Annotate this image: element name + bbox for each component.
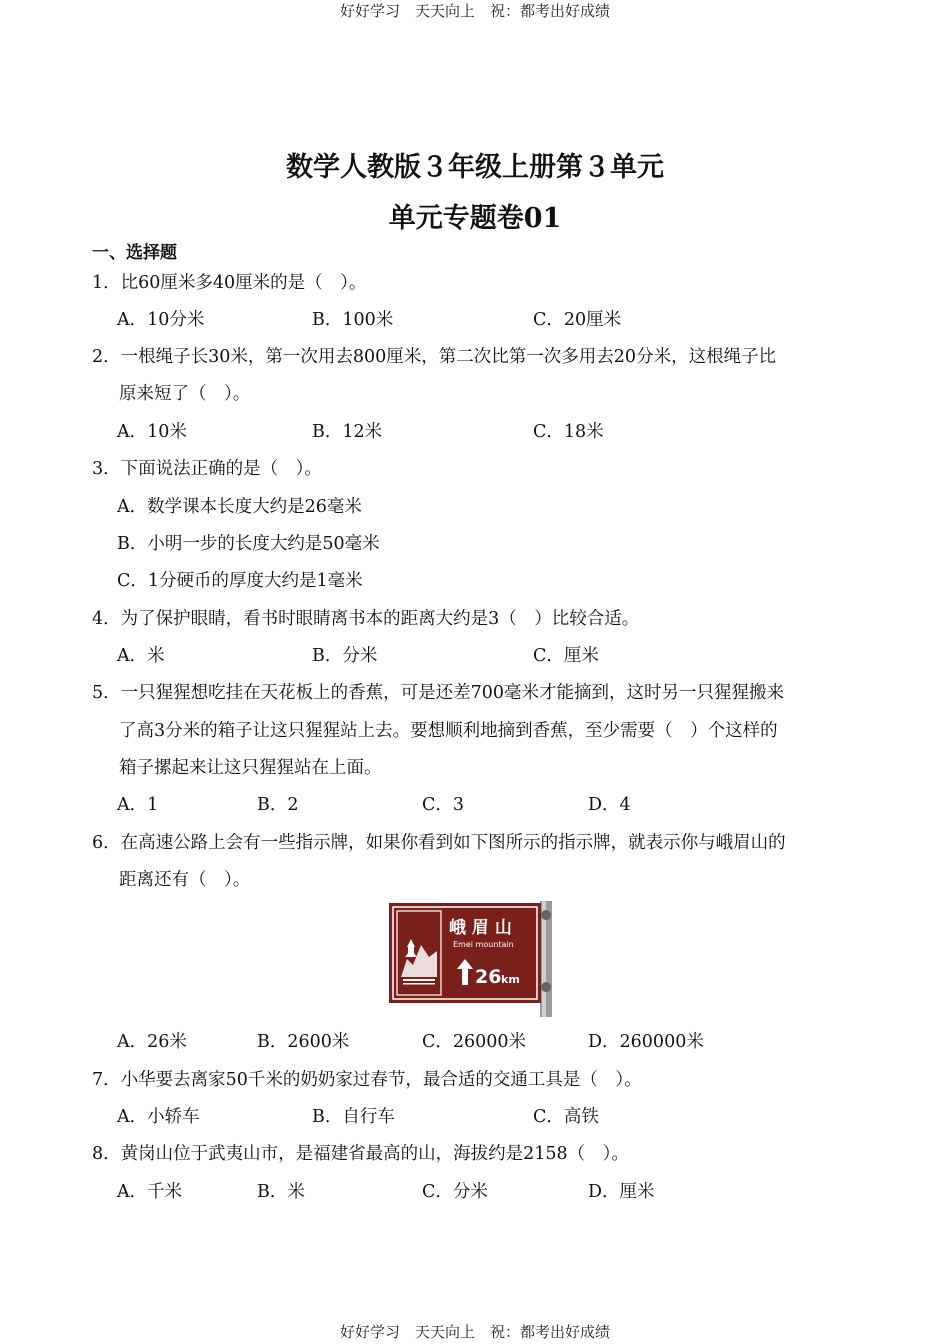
question-2-option-c: C．18米 xyxy=(533,422,604,442)
question-5-option-d: D．4 xyxy=(588,795,631,815)
question-1-stem: 1．比60厘米多40厘米的是（ ）。 xyxy=(92,273,367,293)
question-8-option-b: B．米 xyxy=(257,1182,305,1202)
question-7-stem: 7．小华要去离家50千米的奶奶家过春节，最合适的交通工具是（ ）。 xyxy=(92,1070,642,1090)
question-1-option-b: B．100米 xyxy=(312,310,394,330)
question-6-stem-line1: 6．在高速公路上会有一些指示牌，如果你看到如下图所示的指示牌，就表示你与峨眉山的 xyxy=(92,833,786,853)
question-2-stem-line1: 2．一根绳子长30米，第一次用去800厘米，第二次比第一次多用去20分米，这根绳子比 xyxy=(92,347,777,367)
sign-english-name: Emei mountain xyxy=(453,940,514,949)
section-heading: 一、选择题 xyxy=(92,243,177,263)
question-8-option-d: D．厘米 xyxy=(588,1182,655,1202)
question-5-option-a: A．1 xyxy=(117,795,159,815)
sign-chinese-name: 峨 眉 山 xyxy=(449,918,512,938)
question-2-option-b: B．12米 xyxy=(312,422,383,442)
question-1-option-a: A．10分米 xyxy=(117,310,205,330)
question-6-option-b: B．2600米 xyxy=(257,1032,350,1052)
question-7-option-a: A．小轿车 xyxy=(117,1107,200,1127)
question-5-stem-line3: 箱子摞起来让这只猩猩站在上面。 xyxy=(119,758,382,778)
question-2-option-a: A．10米 xyxy=(117,422,187,442)
question-1-option-c: C．20厘米 xyxy=(533,310,622,330)
question-6-option-c: C．26000米 xyxy=(422,1032,527,1052)
road-sign-image xyxy=(387,899,557,1019)
question-4-option-b: B．分米 xyxy=(312,646,378,666)
question-7-option-c: C．高铁 xyxy=(533,1107,599,1127)
question-3-stem: 3．下面说法正确的是（ ）。 xyxy=(92,459,322,479)
question-5-stem-line1: 5．一只猩猩想吃挂在天花板上的香蕉，可是还差700毫米才能摘到，这时另一只猩猩搬来 xyxy=(92,683,785,703)
question-5-stem-line2: 了高3分米的箱子让这只猩猩站上去。要想顺利地摘到香蕉，至少需要（ ）个这样的 xyxy=(119,721,778,741)
question-6-option-a: A．26米 xyxy=(117,1032,187,1052)
question-3-option-b: B．小明一步的长度大约是50毫米 xyxy=(117,534,380,554)
page-footer: 好好学习 天天向上 祝：都考出好成绩 xyxy=(339,1323,610,1341)
question-4-option-c: C．厘米 xyxy=(533,646,599,666)
question-5-option-c: C．3 xyxy=(422,795,465,815)
question-7-option-b: B．自行车 xyxy=(312,1107,395,1127)
sign-distance: 26 xyxy=(475,966,502,988)
question-8-option-c: C．分米 xyxy=(422,1182,488,1202)
question-3-option-a: A．数学课本长度大约是26毫米 xyxy=(117,497,362,517)
question-6-option-d: D．260000米 xyxy=(588,1032,704,1052)
question-2-stem-line2: 原来短了（ ）。 xyxy=(119,384,251,404)
document-title: 数学人教版３年级上册第３单元 xyxy=(286,152,664,183)
document-subtitle: 单元专题卷01 xyxy=(388,203,562,234)
question-4-stem: 4．为了保护眼睛，看书时眼睛离书本的距离大约是3（ ）比较合适。 xyxy=(92,609,640,629)
question-5-option-b: B．2 xyxy=(257,795,299,815)
page-header: 好好学习 天天向上 祝：都考出好成绩 xyxy=(339,2,610,20)
question-6-stem-line2: 距离还有（ ）。 xyxy=(119,870,251,890)
question-4-option-a: A．米 xyxy=(117,646,165,666)
sign-unit: km xyxy=(501,973,520,986)
question-3-option-c: C．1分硬币的厚度大约是1毫米 xyxy=(117,571,363,591)
question-8-stem: 8．黄岗山位于武夷山市，是福建省最高的山，海拔约是2158（ ）。 xyxy=(92,1144,629,1164)
question-8-option-a: A．千米 xyxy=(117,1182,183,1202)
